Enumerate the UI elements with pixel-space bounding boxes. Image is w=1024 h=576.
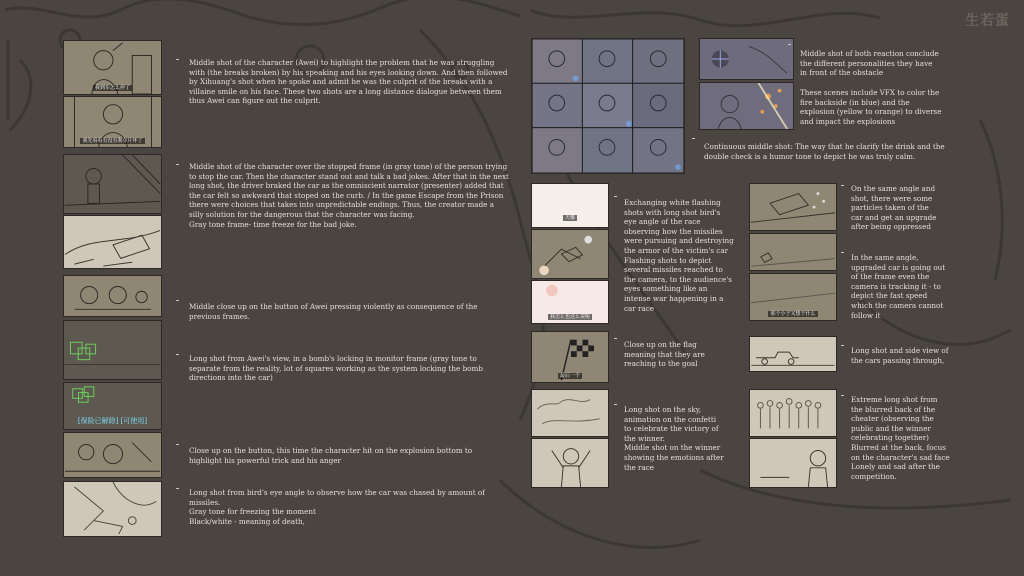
description-13: Close up on the flag meaning that they are reaching to the goal [624, 340, 705, 369]
bullet-dash [176, 444, 179, 445]
bullet-dash [176, 488, 179, 489]
storyboard-frame-12a [749, 233, 837, 271]
subtitle: 最后一个 [559, 373, 580, 379]
storyboard-frame-4 [63, 320, 162, 380]
bullet-dash [841, 395, 844, 396]
bullet-dash [841, 185, 844, 186]
description-3: Middle close up on the button of Awei pressing violently as consequence of the previous frames. [189, 302, 478, 321]
storyboard-frame-9a [699, 38, 794, 80]
bullet-dash [692, 138, 695, 139]
description-14: Long shot and side view of the cars passing through, [851, 346, 949, 365]
subtitle: 我怎么也这么说呢 [549, 314, 590, 320]
bullet-dash [176, 59, 179, 60]
storyboard-frame-5 [63, 382, 162, 430]
subtitle: [保险已解除] [可使用] [77, 417, 148, 425]
description-16: Extreme long shot from the blurred back of the cheater (observing the public and the winner celebrating together) Blurred at the back, focus on the character's sad face Lonely and sad after the competition. [851, 395, 950, 481]
storyboard-frame-2a [63, 154, 162, 214]
storyboard-frame-15a [531, 389, 609, 437]
storyboard-frame-11 [749, 183, 837, 231]
storyboard-frame-3 [63, 275, 162, 317]
storyboard-frame-13 [531, 331, 609, 383]
bullet-dash [614, 196, 617, 197]
bullet-dash [176, 354, 179, 355]
bullet-dash [841, 252, 844, 253]
storyboard-frame-8-grid [531, 38, 685, 174]
subtitle: 我到车怎么停了 [94, 85, 130, 91]
description-4: Long shot from Awei's view, in a bomb's locking in monitor frame (gray tone to separate from the reality, lot of squares working as the system locking the bomb directions into the car) [189, 354, 483, 383]
bullet-dash [614, 338, 617, 339]
storyboard-frame-10a [531, 183, 609, 228]
storyboard-frame-10c [531, 280, 609, 324]
storyboard-frame-1b [63, 96, 162, 148]
storyboard-frame-2b [63, 215, 162, 269]
bullet-dash [614, 404, 617, 405]
storyboard-frame-16a [749, 389, 837, 437]
watermark-logo: 生若蛋 [965, 13, 1010, 29]
storyboard-frame-12b [749, 273, 837, 321]
description-2: Middle shot of the character over the stopped frame (in gray tone) of the person trying to stop the car. Then the character stand out and talk a bad jokes. After that in the next long shot, the driver braked the car as the omniscient narrator (presenter) added that the car felt so awkward that stoped on the curb. / In the game Escape from the Prison there were choices that takes into unpredictable endings. Thus, the creator made a silly solution for the dangerous that the character was facing. Gray tone frame- time freeze for the bad joke. [189, 162, 509, 229]
description-1: Middle shot of the character (Awei) to highlight the problem that he was struggling with (the breaks broken) by his speaking and his eyes looking down. And then followed by Xihuang's shot when he spoke and admit he was the culprit of the breaks with a villaine smile on his face. These two shots are a long distance dialogue between them thus Awei can figure out the culprit. [189, 58, 508, 106]
description-10: Exchanging white flashing shots with long shot bird's eye angle of the race observing how the missiles were pursuing and destroying the armor of the victim's car Flashing shots to depict several missiles reached to the camera, to the audience's eyes something like an intense war happening in a car race [624, 198, 734, 313]
subtitle: 天哪 [564, 215, 575, 221]
storyboard-frame-9b [699, 82, 794, 130]
storyboard-frame-6 [63, 432, 162, 478]
storyboard-frame-7 [63, 481, 162, 537]
subtitle: 我先看看有没有刹车片坏了 [82, 138, 143, 144]
description-12: In the same angle, upgraded car is going out of the frame even the camera is tracking it - to depict the fast speed which the camera cannot follow it [851, 253, 946, 320]
storyboard-frame-16b [749, 438, 837, 488]
bullet-dash [176, 300, 179, 301]
description-15: Long shot on the sky, animation on the confetti to celebrate the victory of the winner. Middle shot on the winner showing the emotions after the race [624, 405, 724, 472]
description-8: These scenes include VFX to color the fire backside (in blue) and the explosion (yellow to orange) to diverse and impact the explosions [800, 88, 942, 126]
bullet-dash [841, 345, 844, 346]
storyboard-frame-15b [531, 438, 609, 488]
description-5: Close up on the button, this time the character hit on the explosion bottom to highlight his powerful trick and his anger [189, 446, 473, 465]
description-9: Continuous middle shot: The way that he clarify the drink and the double check is a humor tone to depict he was truly calm. [704, 142, 945, 161]
subtitle: 那个小子又想干什么 [770, 311, 816, 317]
storyboard-frame-10b [531, 229, 609, 279]
storyboard-frame-1a [63, 40, 162, 95]
storyboard-frame-14 [749, 336, 837, 372]
description-6: Long shot from bird's eye angle to observe how the car was chased by amount of missiles. Gray tone for freezing the moment Black/white - meaning of death, [189, 488, 485, 526]
bullet-dash [788, 44, 791, 45]
description-11: On the same angle and shot, there were some particles taken of the car and get an upgrade after being oppressed [851, 184, 937, 232]
bullet-dash [176, 164, 179, 165]
description-7: Middle shot of both reaction conclude the different personalities they have in front of the obstacle [800, 49, 939, 78]
